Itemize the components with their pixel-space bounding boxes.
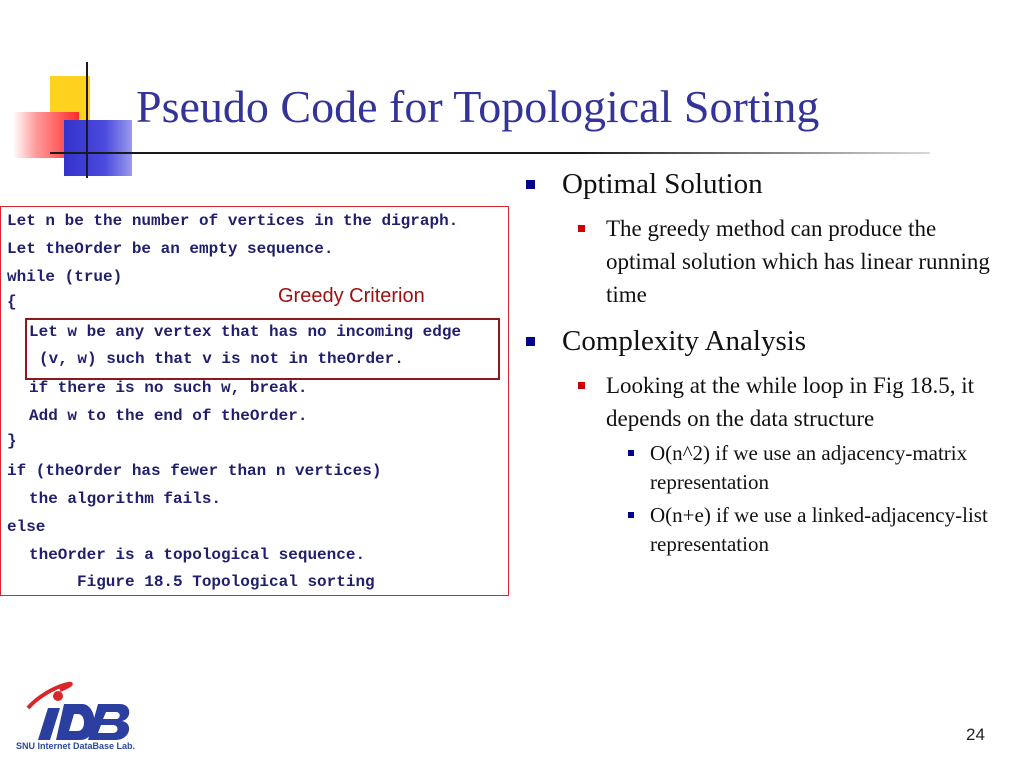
code-line-1 — [7, 212, 458, 230]
bullet-optimal-solution: Optimal Solution — [520, 166, 1000, 202]
bullet-adjacency-matrix: O(n^2) if we use an adjacency-matrix representation — [520, 439, 1000, 497]
code-line-10-text: if (theOrder has fewer than n vertices) — [7, 462, 382, 480]
code-line-6-text: (v, w) such that v is not in theOrder. — [39, 350, 404, 368]
bullet-optimal-detail: The greedy method can produce the optimal solution which has linear running time — [520, 212, 1000, 311]
decor-vertical-line — [86, 62, 88, 178]
code-line-9 — [7, 432, 17, 450]
code-line-8 — [29, 407, 307, 425]
code-line-13-text: theOrder is a topological sequence. — [29, 546, 366, 564]
bullet-adjacency-list: O(n+e) if we use a linked-adjacency-list representation — [520, 501, 1000, 559]
logo-dot — [53, 691, 63, 701]
decor-blue-square — [64, 120, 132, 176]
bullet-list — [520, 166, 1000, 559]
code-line-5-text: Let w be any vertex that has no incoming edge — [29, 323, 462, 341]
greedy-criterion-label: Greedy Criterion — [278, 285, 425, 307]
page-number: 24 — [966, 725, 985, 744]
code-line-3-text: while (true) — [7, 268, 123, 286]
title-underline — [50, 152, 930, 154]
code-line-13 — [29, 546, 365, 564]
greedy-criterion-highlight — [25, 318, 500, 380]
logo-caption: SNU Internet DataBase Lab. — [16, 741, 136, 751]
code-line-7 — [29, 379, 307, 397]
bullet-complexity-analysis: Complexity Analysis — [520, 323, 1000, 359]
code-line-4-text: { — [7, 293, 17, 311]
logo-letter-b — [88, 704, 129, 740]
logo-letter-i — [38, 708, 60, 740]
slide-title: Pseudo Code for Topological Sorting — [136, 81, 820, 132]
pseudo-code-figure — [0, 206, 509, 596]
code-line-11 — [29, 490, 221, 508]
code-line-8-text: Add w to the end of theOrder. — [29, 407, 308, 425]
code-line-12-text: else — [7, 518, 46, 536]
bullet-complexity-detail: Looking at the while loop in Fig 18.5, it depends on the data structure — [520, 369, 1000, 435]
code-line-9-text: } — [7, 432, 17, 450]
code-line-12 — [7, 518, 45, 536]
code-line-1-text: Let n be the number of vertices in the digraph. — [7, 212, 459, 230]
code-line-7-text: if there is no such w, break. — [29, 379, 308, 397]
code-line-2 — [7, 240, 333, 258]
code-line-4 — [7, 293, 17, 311]
code-line-11-text: the algorithm fails. — [29, 490, 222, 508]
code-line-2-text: Let theOrder be an empty sequence. — [7, 240, 334, 258]
code-line-3 — [7, 268, 122, 286]
figure-caption-text: Figure 18.5 Topological sorting — [77, 573, 375, 591]
code-line-10 — [7, 462, 381, 480]
logo-letter-d — [56, 704, 95, 740]
figure-caption — [77, 573, 375, 591]
